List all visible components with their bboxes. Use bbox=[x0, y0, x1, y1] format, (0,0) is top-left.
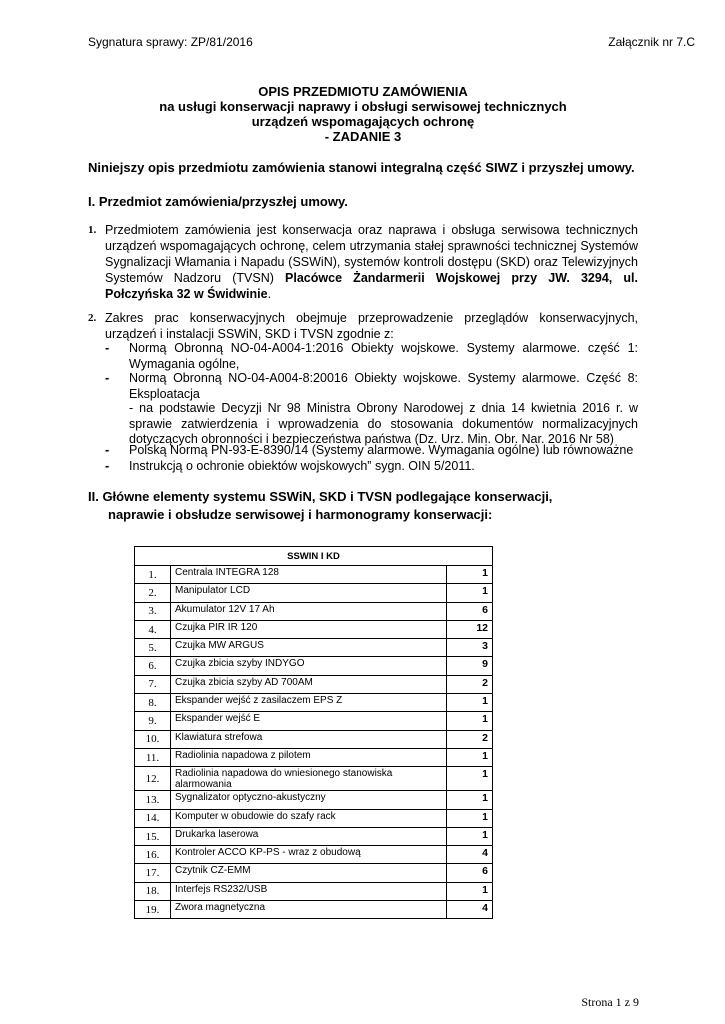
table-row bbox=[135, 827, 493, 845]
intro-statement: Niniejszy opis przedmiotu zamówienia stanowi integralną część SIWZ i przyszłej umowy. bbox=[88, 160, 635, 175]
table-row bbox=[135, 748, 493, 766]
paragraph-1-body: Przedmiotem zamówienia jest konserwacja oraz naprawa i obsługa serwisowa technicznych urządzeń wspomagających ochronę, celem utrzymania stałej sprawności technicznej Systemów Sygnalizacji Włamania i Napadu (SSWiN), systemów kontroli dostępu (SKD) oraz Telewizyjnych Systemów Nadzoru (TVSN) bbox=[105, 223, 638, 285]
equipment-name: Ekspander wejść z zasilaczem EPS Z bbox=[171, 694, 447, 712]
equipment-name: Klawiatura strefowa bbox=[171, 730, 447, 748]
bullet-text: Normą Obronną NO-04-A004-8:20016 Obiekty wojskowe. Systemy alarmowe. Część 8: Eksploatacja bbox=[129, 371, 638, 401]
bullet-item bbox=[105, 459, 638, 475]
equipment-quantity: 3 bbox=[447, 639, 493, 657]
table-row bbox=[135, 694, 493, 712]
row-number: 7. bbox=[135, 675, 171, 693]
bullet-sub-note bbox=[105, 401, 638, 448]
table-row bbox=[135, 901, 493, 919]
row-number: 1. bbox=[135, 566, 171, 584]
bullet-text: Normą Obronną NO-04-A004-1:2016 Obiekty wojskowe. Systemy alarmowe. część 1: Wymagania ogólne, bbox=[129, 341, 638, 371]
title-line-3: urządzeń wspomagających ochronę bbox=[251, 114, 475, 129]
table-row bbox=[135, 846, 493, 864]
equipment-quantity: 6 bbox=[447, 602, 493, 620]
equipment-name: Czujka zbicia szyby INDYGO bbox=[171, 657, 447, 675]
row-number: 14. bbox=[135, 809, 171, 827]
row-number: 11. bbox=[135, 748, 171, 766]
equipment-quantity: 1 bbox=[447, 712, 493, 730]
row-number: 17. bbox=[135, 864, 171, 882]
table-row bbox=[135, 657, 493, 675]
equipment-name: Czytnik CZ-EMM bbox=[171, 864, 447, 882]
equipment-name: Kontroler ACCO KP-PS - wraz z obudową bbox=[171, 846, 447, 864]
row-number: 16. bbox=[135, 846, 171, 864]
equipment-quantity: 1 bbox=[447, 748, 493, 766]
table-header: SSWIN I KD bbox=[135, 547, 493, 566]
title-line-4: - ZADANIE 3 bbox=[324, 129, 402, 144]
equipment-name: Sygnalizator optyczno-akustyczny bbox=[171, 791, 447, 809]
equipment-quantity: 1 bbox=[447, 827, 493, 845]
table-row bbox=[135, 675, 493, 693]
paragraph-1-number: 1. bbox=[88, 224, 97, 236]
paragraph-2 bbox=[88, 310, 638, 342]
equipment-quantity: 1 bbox=[447, 791, 493, 809]
equipment-quantity: 1 bbox=[447, 809, 493, 827]
equipment-quantity: 2 bbox=[447, 730, 493, 748]
row-number: 2. bbox=[135, 584, 171, 602]
equipment-quantity: 2 bbox=[447, 675, 493, 693]
equipment-quantity: 6 bbox=[447, 864, 493, 882]
row-number: 12. bbox=[135, 767, 171, 791]
equipment-name: Manipulator LCD bbox=[171, 584, 447, 602]
equipment-quantity: 1 bbox=[447, 566, 493, 584]
row-number: 10. bbox=[135, 730, 171, 748]
bullet-item bbox=[105, 371, 638, 402]
bullet-dash: - bbox=[105, 459, 110, 473]
table-row bbox=[135, 566, 493, 584]
bullet-item bbox=[105, 443, 638, 459]
sub-note-text: - na podstawie Decyzji Nr 98 Ministra Obrony Narodowej z dnia 14 kwietnia 2016 r. w sprawie zatwierdzenia i wprowadzenia do stosowania dokumentów normalizacyjnych dotyczących obronności i bezpieczeństwa państwa (Dz. Urz. Min. Obr. Nar. 2016 Nr 58) bbox=[129, 401, 638, 446]
equipment-quantity: 1 bbox=[447, 584, 493, 602]
equipment-quantity: 4 bbox=[447, 846, 493, 864]
equipment-name: Radiolinia napadowa z pilotem bbox=[171, 748, 447, 766]
bullet-dash: - bbox=[105, 341, 110, 355]
document-title bbox=[88, 84, 638, 144]
table-row bbox=[135, 584, 493, 602]
header-attachment-number: Załącznik nr 7.C bbox=[608, 35, 695, 49]
equipment-quantity: 9 bbox=[447, 657, 493, 675]
table-row bbox=[135, 864, 493, 882]
section-1-heading: I. Przedmiot zamówienia/przyszłej umowy. bbox=[88, 194, 348, 209]
bullet-text: Polską Normą PN-93-E-8390/14 (Systemy alarmowe. Wymagania ogólne) lub równoważne bbox=[129, 443, 634, 457]
row-number: 13. bbox=[135, 791, 171, 809]
equipment-name: Czujka zbicia szyby AD 700AM bbox=[171, 675, 447, 693]
section-2-heading-line-1: II. Główne elementy systemu SSWiN, SKD i TVSN podlegające konserwacji, bbox=[88, 489, 553, 504]
row-number: 19. bbox=[135, 901, 171, 919]
equipment-name: Ekspander wejść E bbox=[171, 712, 447, 730]
table-row bbox=[135, 791, 493, 809]
page-number: Strona 1 z 9 bbox=[581, 995, 639, 1009]
equipment-name: Zwora magnetyczna bbox=[171, 901, 447, 919]
row-number: 18. bbox=[135, 882, 171, 900]
equipment-name: Centrala INTEGRA 128 bbox=[171, 566, 447, 584]
row-number: 3. bbox=[135, 602, 171, 620]
table-row bbox=[135, 639, 493, 657]
paragraph-1-location: Placówce Żandarmerii Wojskowej przy JW. 3294, ul. Połczyńska 32 w Świdwinie bbox=[105, 271, 638, 301]
row-number: 9. bbox=[135, 712, 171, 730]
paragraph-1-text bbox=[105, 222, 638, 302]
paragraph-2-number: 2. bbox=[88, 312, 97, 324]
equipment-name: Radiolinia napadowa do wniesionego stanowiska alarmowania bbox=[171, 767, 447, 791]
table-row bbox=[135, 712, 493, 730]
row-number: 6. bbox=[135, 657, 171, 675]
paragraph-1 bbox=[88, 222, 638, 302]
equipment-name: Interfejs RS232/USB bbox=[171, 882, 447, 900]
table-row bbox=[135, 767, 493, 791]
equipment-name: Czujka MW ARGUS bbox=[171, 639, 447, 657]
equipment-quantity: 1 bbox=[447, 694, 493, 712]
section-2-heading bbox=[88, 488, 648, 524]
table-row bbox=[135, 602, 493, 620]
equipment-name: Czujka PIR IR 120 bbox=[171, 620, 447, 638]
equipment-quantity: 1 bbox=[447, 767, 493, 791]
bullet-item bbox=[105, 341, 638, 372]
table-row bbox=[135, 882, 493, 900]
paragraph-1-end: . bbox=[267, 287, 272, 301]
equipment-name: Komputer w obudowie do szafy rack bbox=[171, 809, 447, 827]
bullet-text: Instrukcją o ochronie obiektów wojskowych” sygn. OIN 5/2011. bbox=[129, 459, 475, 473]
table-row bbox=[135, 620, 493, 638]
row-number: 8. bbox=[135, 694, 171, 712]
table-body bbox=[135, 566, 493, 919]
equipment-quantity: 4 bbox=[447, 901, 493, 919]
title-line-1: OPIS PRZEDMIOTU ZAMÓWIENIA bbox=[258, 84, 468, 99]
equipment-table bbox=[134, 546, 493, 919]
equipment-name: Akumulator 12V 17 Ah bbox=[171, 602, 447, 620]
bullet-dash: - bbox=[105, 443, 110, 457]
row-number: 15. bbox=[135, 827, 171, 845]
paragraph-2-text: Zakres prac konserwacyjnych obejmuje przeprowadzenie przeglądów konserwacyjnych, urządzeń i instalacji SSWiN, SKD i TVSN zgodnie z: bbox=[105, 311, 638, 341]
equipment-name: Drukarka laserowa bbox=[171, 827, 447, 845]
header-case-number: Sygnatura sprawy: ZP/81/2016 bbox=[88, 35, 253, 49]
table-row bbox=[135, 730, 493, 748]
equipment-quantity: 1 bbox=[447, 882, 493, 900]
row-number: 4. bbox=[135, 620, 171, 638]
title-line-2: na usługi konserwacji naprawy i obsługi serwisowej technicznych bbox=[159, 99, 567, 114]
table-row bbox=[135, 809, 493, 827]
bullet-dash: - bbox=[105, 371, 110, 385]
row-number: 5. bbox=[135, 639, 171, 657]
section-2-heading-line-2: naprawie i obsłudze serwisowej i harmonogramy konserwacji: bbox=[108, 507, 493, 522]
equipment-quantity: 12 bbox=[447, 620, 493, 638]
